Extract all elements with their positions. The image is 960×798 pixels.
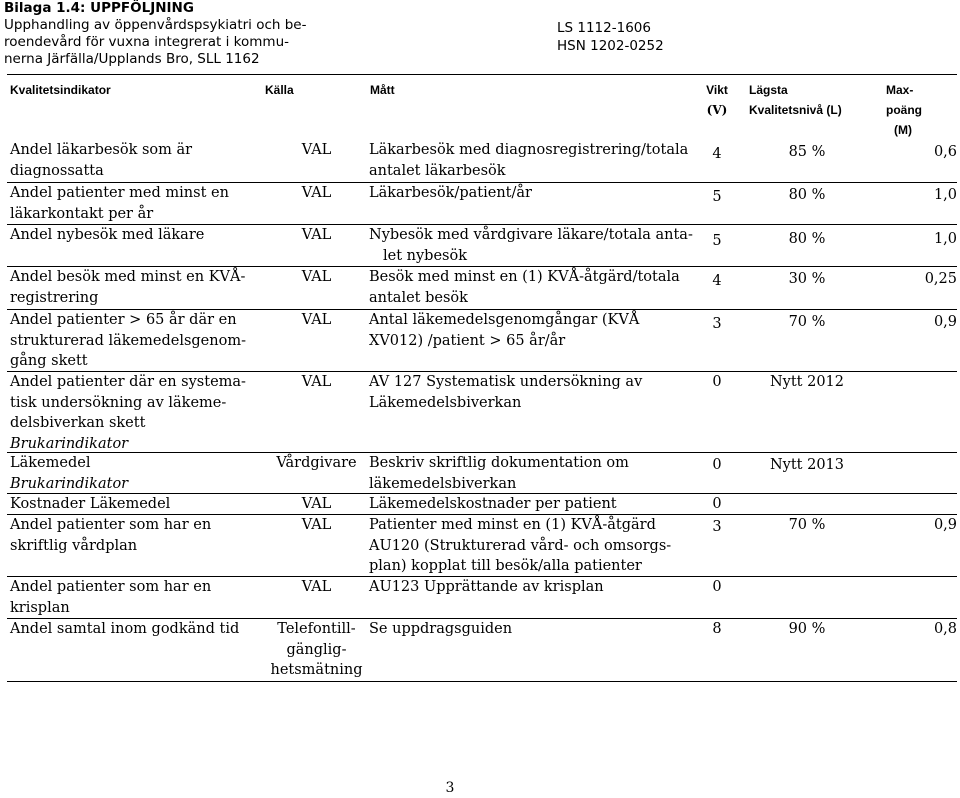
source-cell: VAL: [301, 374, 332, 390]
col-indicator-header: Kvalitetsindikator: [10, 83, 111, 97]
source-cell: VAL: [301, 142, 332, 158]
measure-text: Läkarbesök/patient/år: [369, 185, 532, 201]
max-points-cell: 0,6: [933, 144, 957, 160]
weight-cell: 4: [712, 146, 722, 162]
indicator-text: Andel patienter där en systema-: [10, 374, 246, 390]
source-text: Telefontill-: [277, 621, 356, 637]
measure-cell: [369, 225, 699, 266]
reference-numbers: [557, 19, 664, 55]
indicator-text: Läkemedel: [10, 455, 91, 471]
level-cell: 85 %: [788, 144, 826, 160]
weight-cell: 0: [712, 496, 722, 512]
col-max-unit: (M): [894, 123, 912, 137]
indicator-text: strukturerad läkemedelsgenom-: [10, 332, 246, 349]
max-points-cell: 0,25: [924, 271, 957, 287]
col-max-label2: poäng: [886, 103, 922, 117]
indicator-text: Kostnader Läkemedel: [10, 496, 171, 512]
indicator-text: skriftlig vårdplan: [10, 537, 138, 554]
indicator-text: läkarkontakt per år: [10, 205, 154, 222]
measure-text: antalet besök: [369, 289, 468, 306]
reference-ls: LS 1112-1606: [557, 20, 651, 36]
measure-text: let nybesök: [383, 247, 468, 264]
level-cell: 80 %: [788, 187, 826, 203]
indicator-cell: [10, 267, 265, 308]
max-points-cell: 1,0: [933, 231, 957, 247]
weight-cell: 0: [712, 457, 722, 473]
indicator-cell: [10, 183, 265, 224]
level-cell: 80 %: [788, 231, 826, 247]
indicator-text: Andel patienter som har en: [10, 579, 212, 595]
weight-cell: 8: [712, 621, 722, 637]
indicator-text: Andel nybesök med läkare: [10, 227, 205, 243]
indicator-cell: [10, 453, 265, 494]
document-title: Bilaga 1.4: UPPFÖLJNING: [4, 0, 194, 16]
document-header: [4, 0, 324, 68]
source-cell: VAL: [301, 185, 332, 201]
brukarindikator-label: Brukarindikator: [10, 435, 129, 452]
source-cell: VAL: [301, 227, 332, 243]
table-bottom-rule: [7, 681, 957, 682]
level-cell: 70 %: [788, 314, 826, 330]
weight-cell: 4: [712, 273, 722, 289]
indicator-text: Andel besök med minst en KVÅ-: [10, 269, 246, 285]
col-level-header: [749, 80, 869, 120]
measure-cell: [369, 494, 699, 515]
max-points-cell: 0,9: [933, 517, 957, 533]
reference-hsn: HSN 1202-0252: [557, 38, 664, 54]
table-top-rule: [7, 74, 957, 75]
max-points-cell: 0,8: [933, 621, 957, 637]
measure-text: XV012) /patient > 65 år/år: [369, 332, 566, 349]
source-cell: VAL: [301, 269, 332, 285]
measure-text: Läkarbesök med diagnosregistrering/totala: [369, 142, 689, 158]
measure-text: Läkemedelsbiverkan: [369, 394, 522, 411]
brukarindikator-label: Brukarindikator: [10, 475, 129, 492]
indicator-text: diagnossatta: [10, 162, 104, 179]
measure-cell: [369, 310, 699, 351]
weight-cell: 5: [712, 233, 722, 249]
source-text: hetsmätning: [270, 662, 363, 678]
indicator-cell: [10, 577, 265, 618]
procurement-line: roendevård för vuxna integrerat i kommu-: [4, 34, 290, 50]
indicator-cell: [10, 372, 265, 454]
col-level-unit: Kvalitetsnivå (L): [749, 103, 842, 117]
weight-cell: 5: [712, 189, 722, 205]
measure-cell: [369, 183, 699, 204]
level-cell: Nytt 2013: [769, 457, 845, 473]
measure-text: Patienter med minst en (1) KVÅ-åtgärd: [369, 517, 656, 533]
source-cell: VAL: [301, 496, 332, 512]
indicator-cell: [10, 225, 265, 246]
indicator-cell: [10, 619, 265, 640]
weight-cell: 3: [712, 519, 722, 535]
indicator-text: registrering: [10, 289, 99, 306]
max-points-cell: 0,9: [933, 314, 957, 330]
col-weight-header: [699, 80, 735, 120]
measure-text: Se uppdragsguiden: [369, 621, 513, 637]
measure-text: Nybesök med vårdgivare läkare/totala anta-: [369, 227, 693, 243]
indicator-text: tisk undersökning av läkeme-: [10, 394, 227, 411]
measure-text: Läkemedelskostnader per patient: [369, 496, 617, 512]
indicator-text: Andel patienter > 65 år där en: [10, 312, 237, 328]
indicator-text: Andel patienter med minst en: [10, 185, 229, 201]
measure-text: Antal läkemedelsgenomgångar (KVÅ: [369, 312, 640, 328]
col-weight-label: Vikt: [706, 83, 728, 97]
col-measure-header: Mått: [370, 83, 395, 97]
source-cell: VAL: [301, 579, 332, 595]
page-number: 3: [445, 780, 455, 796]
weight-cell: 0: [712, 579, 722, 595]
level-cell: 70 %: [788, 517, 826, 533]
indicator-text: gång skett: [10, 353, 88, 369]
indicator-text: Andel läkarbesök som är: [10, 142, 193, 158]
indicator-cell: [10, 310, 265, 372]
weight-cell: 0: [712, 374, 722, 390]
indicator-cell: [10, 515, 265, 556]
col-level-label: Lägsta: [749, 83, 788, 97]
col-max-header: [886, 80, 960, 140]
indicator-text: krisplan: [10, 599, 70, 616]
measure-cell: [369, 453, 699, 494]
measure-text: AU123 Upprättande av krisplan: [369, 579, 604, 595]
col-source-header: Källa: [265, 83, 294, 97]
procurement-line: Upphandling av öppenvårdspsykiatri och be-: [4, 17, 307, 33]
measure-cell: [369, 577, 699, 598]
weight-cell: 3: [712, 316, 722, 332]
indicator-text: Andel patienter som har en: [10, 517, 212, 533]
measure-cell: [369, 515, 699, 577]
measure-cell: [369, 267, 699, 308]
source-cell: VAL: [301, 517, 332, 533]
indicator-text: Andel samtal inom godkänd tid: [10, 621, 240, 637]
measure-text: Beskriv skriftlig dokumentation om: [369, 455, 629, 471]
measure-cell: [369, 140, 699, 181]
level-cell: 90 %: [788, 621, 826, 637]
measure-text: läkemedelsbiverkan: [369, 475, 517, 492]
measure-cell: [369, 619, 699, 640]
source-cell: [269, 619, 364, 681]
level-cell: 30 %: [788, 271, 826, 287]
procurement-line: nerna Järfälla/Upplands Bro, SLL 1162: [4, 51, 260, 67]
measure-text: plan) kopplat till besök/alla patienter: [369, 558, 642, 574]
measure-text: Besök med minst en (1) KVÅ-åtgärd/totala: [369, 269, 680, 285]
measure-text: AU120 (Strukturerad vård- och omsorgs-: [369, 537, 672, 554]
source-cell: Vårdgivare: [276, 455, 357, 471]
indicator-cell: [10, 494, 265, 515]
indicator-cell: [10, 140, 265, 181]
col-max-label: Max-: [886, 83, 914, 97]
source-cell: VAL: [301, 312, 332, 328]
level-cell: Nytt 2012: [769, 374, 845, 390]
indicator-text: delsbiverkan skett: [10, 415, 146, 431]
measure-cell: [369, 372, 699, 413]
measure-text: AV 127 Systematisk undersökning av: [369, 374, 643, 390]
source-text: gänglig-: [286, 641, 347, 658]
col-weight-unit: (V): [706, 103, 728, 117]
measure-text: antalet läkarbesök: [369, 162, 506, 179]
max-points-cell: 1,0: [933, 187, 957, 203]
